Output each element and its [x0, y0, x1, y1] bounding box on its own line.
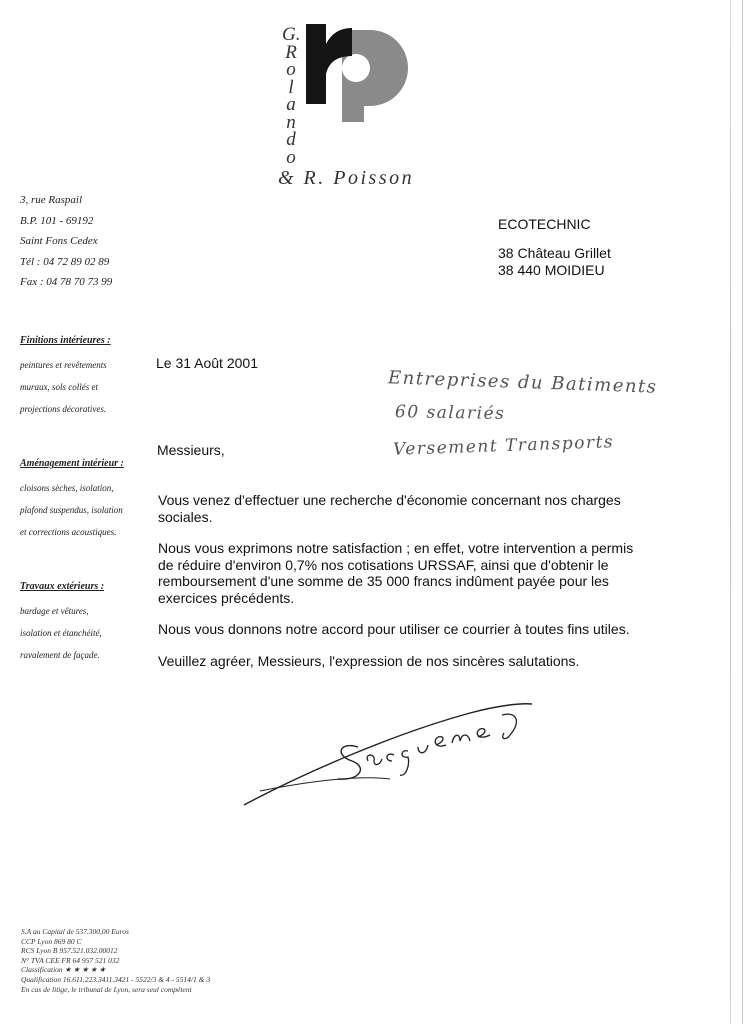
body-paragraph: Nous vous exprimons notre satisfaction ; en effet, votre intervention a permis de réduire d'environ 0,7% nos cotisations URSSAF, ainsi que d'obtenir le remboursement d'une somme de 35 000 francs indûment payée pour les exercices précédents.	[158, 540, 634, 606]
service-line: ravalement de façade.	[20, 650, 100, 660]
logo-letter: l	[288, 76, 294, 98]
body-paragraph: Nous vous donnons notre accord pour utiliser ce courrier à toutes fins utiles.	[158, 621, 630, 637]
service-line: cloisons sèches, isolation,	[20, 483, 114, 493]
page-edge-line	[730, 0, 731, 1024]
logo-letter: a	[286, 94, 296, 115]
address-fax: Fax : 04 78 70 73 99	[20, 276, 113, 288]
service-line: projections décoratives.	[20, 404, 107, 414]
sender-address	[20, 190, 112, 293]
service-title: Travaux extérieurs :	[20, 581, 105, 592]
logo-letter: o	[286, 59, 296, 80]
handwritten-note: 60 salariés	[394, 402, 506, 424]
letter-date: Le 31 Août 2001	[156, 355, 258, 371]
footer-line: RCS Lyon B 957.521.032.00012	[21, 946, 118, 956]
page-edge-line-outer	[742, 0, 743, 1024]
logo-letter: o	[286, 146, 296, 168]
logo-letter: n	[286, 111, 296, 133]
footer-line: Classification ★ ★ ★ ★ ★	[21, 965, 106, 975]
recipient-address	[498, 216, 611, 279]
service-title: Finitions intérieures :	[20, 335, 111, 346]
service-title: Aménagement intérieur :	[20, 458, 124, 469]
handwritten-signature	[240, 695, 550, 815]
address-bp: B.P. 101 - 69192	[20, 214, 94, 227]
letter-body	[158, 492, 638, 684]
footer-line: S.A au Capital de 537.300,00 Euros	[21, 927, 129, 936]
logo-initial: G.	[282, 24, 301, 45]
body-paragraph: Vous venez d'effectuer une recherche d'économie concernant nos charges sociales.	[158, 492, 621, 525]
service-line: et corrections acoustiques.	[20, 527, 117, 537]
service-line: plafond suspendus, isolation	[20, 505, 123, 515]
logo-rolando-vertical	[282, 26, 300, 166]
logo-letter: R	[285, 41, 297, 63]
recipient-street: 38 Château Grillet	[498, 245, 611, 261]
address-tel: Tél : 04 72 89 02 89	[20, 255, 110, 268]
address-street: 3, rue Raspail	[20, 194, 83, 206]
address-city: Saint Fons Cedex	[20, 235, 98, 247]
service-line: muraux, sols collés et	[20, 382, 98, 392]
service-line: isolation et étanchéité,	[20, 628, 102, 638]
services-amenagement	[20, 458, 124, 543]
services-travaux	[20, 581, 104, 666]
handwritten-note: Versement Transports	[392, 432, 615, 460]
service-line: bardage et vêtures,	[20, 606, 89, 616]
logo-letter: d	[286, 129, 296, 150]
body-paragraph: Veuillez agréer, Messieurs, l'expression de nos sincères salutations.	[158, 652, 580, 669]
recipient-city: 38 440 MOIDIEU	[498, 262, 605, 278]
footer-line: Qualification 16.611.223.3411.3421 - 5522/3 & 4 - 5514/1 & 3	[21, 974, 211, 984]
recipient-name: ECOTECHNIC	[498, 216, 591, 232]
company-legal-footer	[21, 927, 210, 994]
logo-poisson-text: & R. Poisson	[278, 167, 415, 189]
footer-line: En cas de litige, le tribunal de Lyon, sera seul compétent	[21, 984, 192, 994]
footer-line: CCP Lyon 869 80 C	[21, 936, 82, 946]
handwritten-note: Entreprises du Batiments	[387, 367, 658, 398]
footer-line: N° TVA CEE FR 64 957 521 032	[21, 955, 120, 965]
services-finitions	[20, 335, 111, 420]
salutation: Messieurs,	[157, 442, 225, 458]
service-line: peintures et revêtements	[20, 360, 107, 370]
